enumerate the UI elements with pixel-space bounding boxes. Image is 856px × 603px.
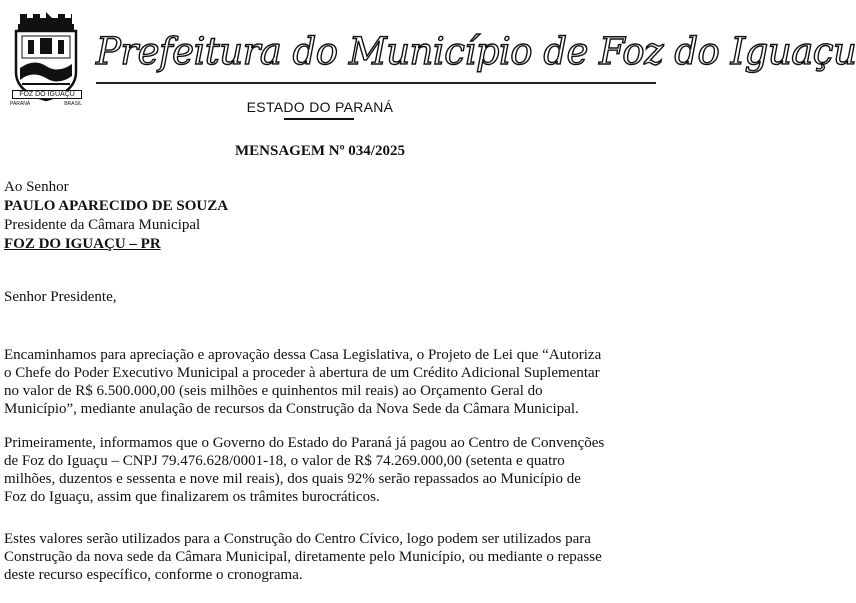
body-paragraph — [4, 434, 704, 506]
crest-left-text: PARANÁ — [10, 101, 31, 107]
crest-right-text: BRASIL — [64, 101, 82, 107]
addressee-salutation: Ao Senhor — [4, 179, 69, 195]
addressee-block — [4, 178, 228, 254]
addressee-city: FOZ DO IGUAÇU – PR — [4, 236, 161, 252]
addressee-role: Presidente da Câmara Municipal — [4, 217, 201, 233]
paragraph-line: Encaminhamos para apreciação e aprovação dessa Casa Legislativa, o Projeto de Lei que “Autoriza — [4, 347, 602, 363]
paragraph-line: Primeiramente, informamos que o Governo do Estado do Paraná já pagou ao Centro de Convenções — [4, 435, 605, 451]
letterhead-title: Prefeitura do Município de Foz do Iguaçu — [96, 30, 856, 73]
state-underline — [284, 118, 354, 120]
paragraph-line: milhões, duzentos e sessenta e nove mil reais), dos quais 92% serão repassados ao Município de — [4, 471, 581, 487]
body-paragraph — [4, 346, 704, 418]
letterhead-rule — [96, 82, 656, 84]
greeting: Senhor Presidente, — [4, 289, 117, 305]
state-name: ESTADO DO PARANÁ — [246, 99, 394, 115]
paragraph-line: Município”, mediante anulação de recursos da Construção da Nova Sede da Câmara Municipal. — [4, 401, 579, 417]
paragraph-line: o Chefe do Poder Executivo Municipal a proceder à abertura de um Crédito Adicional Suplementar — [4, 365, 600, 381]
paragraph-line: Construção da nova sede da Câmara Municipal, diretamente pelo Município, ou mediante o repasse — [4, 549, 602, 565]
paragraph-line: deste recurso específico, conforme o cronograma. — [4, 567, 303, 583]
crest-banner-text: FOZ DO IGUAÇU — [12, 90, 82, 99]
addressee-name: PAULO APARECIDO DE SOUZA — [4, 198, 229, 214]
message-title: MENSAGEM Nº 034/2025 — [235, 143, 405, 159]
paragraph-line: Estes valores serão utilizados para a Construção do Centro Cívico, logo podem ser utilizados para — [4, 531, 591, 547]
paragraph-line: Foz do Iguaçu, assim que finalizarem os trâmites burocráticos. — [4, 489, 380, 505]
body-paragraph — [4, 530, 704, 584]
paragraph-line: de Foz do Iguaçu – CNPJ 79.476.628/0001-18, o valor de R$ 74.269.000,00 (setenta e quatro — [4, 453, 565, 469]
municipal-crest-logo — [10, 10, 82, 106]
paragraph-line: no valor de R$ 6.500.000,00 (seis milhões e quinhentos mil reais) ao Orçamento Geral do — [4, 383, 543, 399]
